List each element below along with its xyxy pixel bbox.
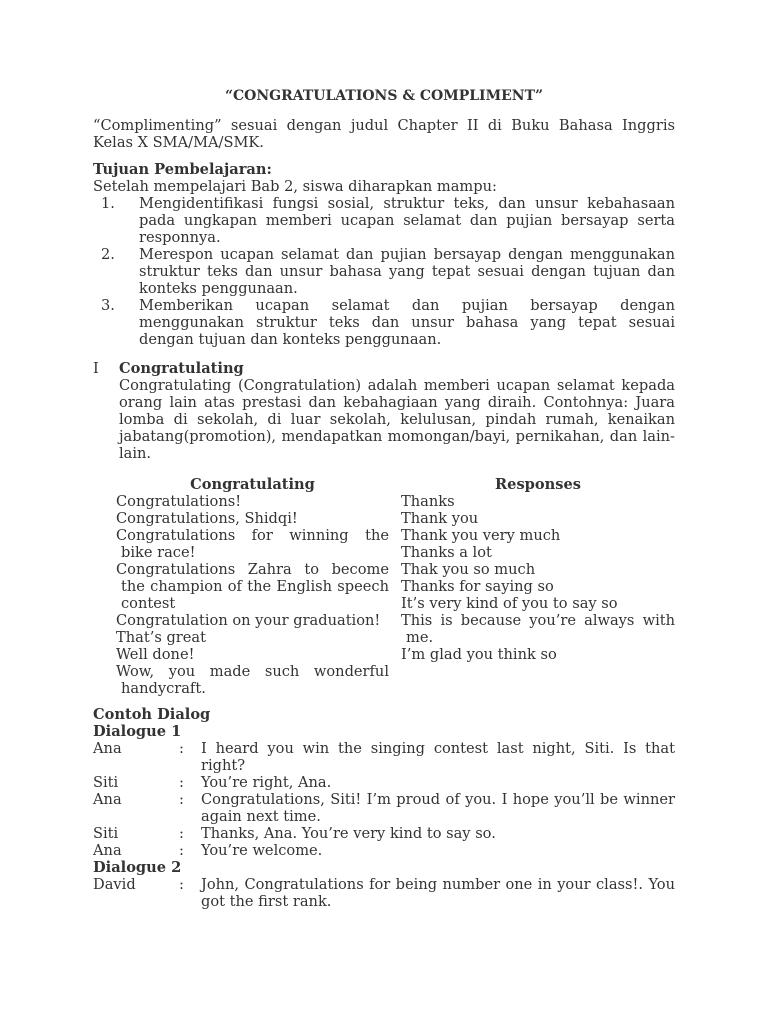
- intro-paragraph: “Complimenting” sesuai dengan judul Chapter II di Buku Bahasa Inggris Kelas X SMA/MA/SMK.: [93, 117, 675, 151]
- list-text: Merespon ucapan selamat dan pujian bersayap dengan menggunakan struktur teks dan unsur bahasa yang tepat sesuai dengan tujuan dan konteks penggunaan.: [139, 246, 675, 297]
- table-cell: I’m glad you think so: [401, 646, 557, 663]
- list-item: [93, 297, 675, 348]
- speaker-separator: :: [179, 740, 184, 757]
- list-item: [93, 246, 675, 297]
- table-cell: Wow, you made such wonderful handycraft.: [116, 663, 389, 697]
- document-title: “CONGRATULATIONS & COMPLIMENT”: [224, 88, 544, 104]
- table-cell: Thanks for saying so: [401, 578, 554, 595]
- list-number: 1.: [101, 195, 115, 212]
- speaker-name: Ana: [93, 791, 122, 808]
- table-cell: That’s great: [116, 629, 206, 646]
- congratulating-column: [116, 476, 389, 697]
- column-header: Congratulating: [190, 476, 315, 493]
- objectives-heading: Tujuan Pembelajaran:: [93, 161, 272, 178]
- speaker-separator: :: [179, 825, 184, 842]
- dialog-line: [93, 740, 675, 774]
- section-heading: Congratulating: [119, 360, 244, 377]
- dialog-text: Congratulations, Siti! I’m proud of you. I hope you’ll be winner again next time.: [201, 791, 675, 825]
- expressions-table: [116, 476, 675, 697]
- table-cell: Thanks: [401, 493, 455, 510]
- table-cell: Thank you very much: [401, 527, 561, 544]
- table-cell: This is because you’re always with me.: [401, 612, 675, 646]
- dialog-line: [93, 825, 675, 842]
- speaker-name: Siti: [93, 825, 119, 842]
- table-cell: Thank you: [401, 510, 479, 527]
- speaker-name: Ana: [93, 740, 122, 757]
- list-text: Mengidentifikasi fungsi sosial, struktur teks, dan unsur kebahasaan pada ungkapan memberi ucapan selamat dan pujian bersayap serta responnya.: [139, 195, 675, 246]
- list-item: [93, 195, 675, 246]
- dialog-text: You’re welcome.: [201, 842, 323, 859]
- table-cell: Congratulations Zahra to become the champion of the English speech contest: [116, 561, 389, 612]
- dialog-text: John, Congratulations for being number one in your class!. You got the first rank.: [201, 876, 675, 910]
- table-cell: Well done!: [116, 646, 195, 663]
- dialog-text: You’re right, Ana.: [201, 774, 332, 791]
- dialog-heading: Contoh Dialog: [93, 706, 211, 723]
- speaker-separator: :: [179, 876, 184, 893]
- table-cell: Congratulation on your graduation!: [116, 612, 381, 629]
- speaker-separator: :: [179, 791, 184, 808]
- section-number: I: [93, 360, 99, 377]
- document-page: [93, 88, 675, 910]
- dialogue-2-heading: Dialogue 2: [93, 859, 182, 876]
- dialog-line: [93, 876, 675, 910]
- dialog-line: [93, 774, 675, 791]
- section-body: Congratulating (Congratulation) adalah memberi ucapan selamat kepada orang lain atas prestasi dan kebahagiaan yang diraih. Contohnya: Juara lomba di sekolah, di luar sekolah, kelulusan, pindah rumah, kenaikan jabatang(promotion), mendapatkan momongan/bayi, pernikahan, dan lain-lain.: [119, 377, 675, 462]
- table-cell: Thanks a lot: [401, 544, 492, 561]
- table-cell: Congratulations!: [116, 493, 242, 510]
- table-cell: Congratulations for winning the bike race!: [116, 527, 389, 561]
- speaker-name: Siti: [93, 774, 119, 791]
- objectives-list: [93, 195, 675, 348]
- list-text: Memberikan ucapan selamat dan pujian bersayap dengan menggunakan struktur teks dan unsur bahasa yang tepat sesuai dengan tujuan dan konteks penggunaan.: [139, 297, 675, 348]
- responses-column: [401, 476, 675, 697]
- list-number: 2.: [101, 246, 115, 263]
- objectives-lead: Setelah mempelajari Bab 2, siswa diharapkan mampu:: [93, 178, 497, 195]
- speaker-separator: :: [179, 842, 184, 859]
- speaker-name: David: [93, 876, 136, 893]
- list-number: 3.: [101, 297, 115, 314]
- table-cell: Thak you so much: [401, 561, 536, 578]
- table-cell: It’s very kind of you to say so: [401, 595, 618, 612]
- column-header: Responses: [495, 476, 581, 493]
- dialog-line: [93, 842, 675, 859]
- dialogue-1-heading: Dialogue 1: [93, 723, 182, 740]
- speaker-name: Ana: [93, 842, 122, 859]
- table-cell: Congratulations, Shidqi!: [116, 510, 298, 527]
- dialog-line: [93, 791, 675, 825]
- speaker-separator: :: [179, 774, 184, 791]
- dialog-text: I heard you win the singing contest last night, Siti. Is that right?: [201, 740, 675, 774]
- section-congratulating: [93, 360, 675, 462]
- dialog-text: Thanks, Ana. You’re very kind to say so.: [201, 825, 496, 842]
